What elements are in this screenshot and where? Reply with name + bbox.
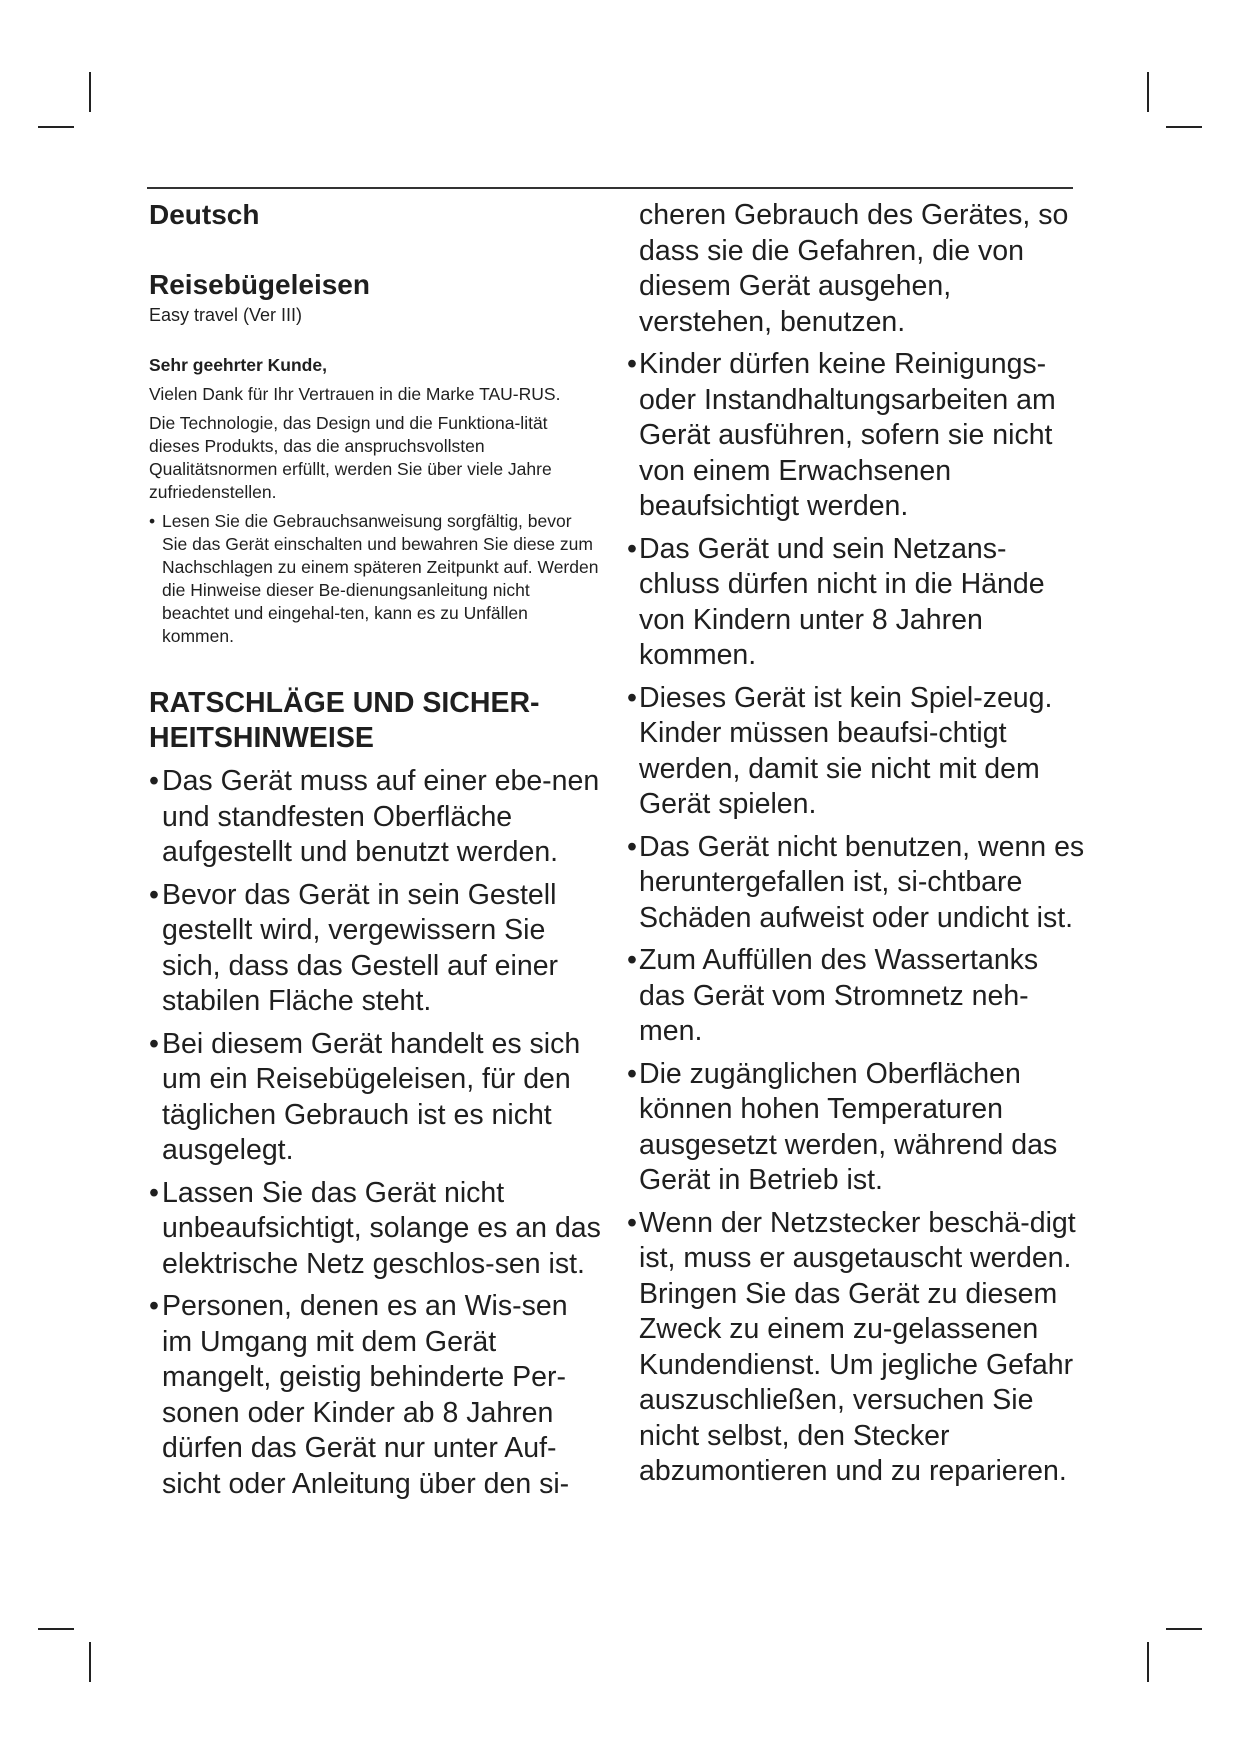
safety-heading: RATSCHLÄGE UND SICHER-HEITSHINWEISE: [149, 687, 540, 755]
left-column: [149, 198, 601, 1509]
crop-mark: [89, 72, 91, 112]
safety-item: • Bevor das Gerät in sein Gestell gestellt wird, vergewissern Sie sich, dass das Gestell auf einer stabilen Fläche steht.: [149, 878, 601, 1020]
product-title: Reisebügeleisen: [149, 268, 370, 300]
safety-item: • Dieses Gerät ist kein Spiel-zeug. Kinder müssen beaufsi-chtigt werden, damit sie nicht mit dem Gerät spielen.: [627, 681, 1087, 823]
crop-mark: [38, 1628, 74, 1630]
right-column: [627, 198, 1087, 1497]
crop-mark: [1166, 126, 1202, 128]
crop-mark: [1147, 72, 1149, 112]
crop-mark: [1147, 1642, 1149, 1682]
safety-item: • Bei diesem Gerät handelt es sich um ein Reisebügeleisen, für den täglichen Gebrauch ist es nicht ausgelegt.: [149, 1027, 601, 1169]
greeting: Sehr geehrter Kunde,: [149, 355, 327, 376]
intro-section: [149, 354, 601, 648]
intro-bullet: • Lesen Sie die Gebrauchsanweisung sorgfältig, bevor Sie das Gerät einschalten und bewahren Sie diese zum Nachschlagen zu einem späteren Zeitpunkt auf. Werden die Hinweise dieser Be-dienungsanleitung nicht beachtet und eingehal-ten, kann es zu Unfällen kommen.: [149, 510, 601, 648]
intro-list: [149, 510, 601, 648]
safety-item: • Die zugänglichen Oberflächen können hohen Temperaturen ausgesetzt werden, während das Gerät in Betrieb ist.: [627, 1057, 1087, 1199]
safety-item: • Zum Auffüllen des Wassertanks das Gerät vom Stromnetz neh-men.: [627, 943, 1087, 1050]
header-rule: [147, 187, 1073, 189]
safety-item: • Das Gerät nicht benutzen, wenn es heruntergefallen ist, si-chtbare Schäden aufweist oder undicht ist.: [627, 830, 1087, 937]
safety-item: • Lassen Sie das Gerät nicht unbeaufsichtigt, solange es an das elektrische Netz geschlos-sen ist.: [149, 1176, 601, 1283]
safety-list-left: [149, 764, 601, 1502]
intro-paragraph: Vielen Dank für Ihr Vertrauen in die Marke TAU-RUS.: [149, 384, 561, 405]
crop-mark: [89, 1642, 91, 1682]
safety-item: • Das Gerät und sein Netzans-chluss dürfen nicht in die Hände von Kindern unter 8 Jahren kommen.: [627, 532, 1087, 674]
safety-item: • Kinder dürfen keine Reinigungs-oder Instandhaltungsarbeiten am Gerät ausführen, sofern sie nicht von einem Erwachsenen beaufsichtigt werden.: [627, 347, 1087, 525]
safety-item: • Personen, denen es an Wis-sen im Umgang mit dem Gerät mangelt, geistig behinderte Per-sonen oder Kinder ab 8 Jahren dürfen das Gerät nur unter Auf-sicht oder Anleitung über den si-: [149, 1289, 601, 1502]
language-heading: Deutsch: [149, 199, 260, 230]
product-model: Easy travel (Ver III): [149, 305, 303, 326]
safety-item-continuation: cheren Gebrauch des Gerätes, so dass sie die Gefahren, die von diesem Gerät ausgehen, verstehen, benutzen.: [639, 199, 1069, 338]
safety-list-right: [627, 347, 1087, 1490]
intro-paragraph: Die Technologie, das Design und die Funktiona-lität dieses Produkts, das die anspruchsvollsten Qualitätsnormen erfüllt, werden Sie über viele Jahre zufriedenstellen.: [149, 413, 552, 503]
safety-item: • Wenn der Netzstecker beschä-digt ist, muss er ausgetauscht werden. Bringen Sie das Gerät zu diesem Zweck zu einem zu-gelassenen Kundendienst. Um jegliche Gefahr auszuschließen, versuchen Sie nicht selbst, den Stecker abzumontieren und zu reparieren.: [627, 1206, 1087, 1490]
safety-item: • Das Gerät muss auf einer ebe-nen und standfesten Oberfläche aufgestellt und benutzt werden.: [149, 764, 601, 871]
crop-mark: [38, 126, 74, 128]
crop-mark: [1166, 1628, 1202, 1630]
